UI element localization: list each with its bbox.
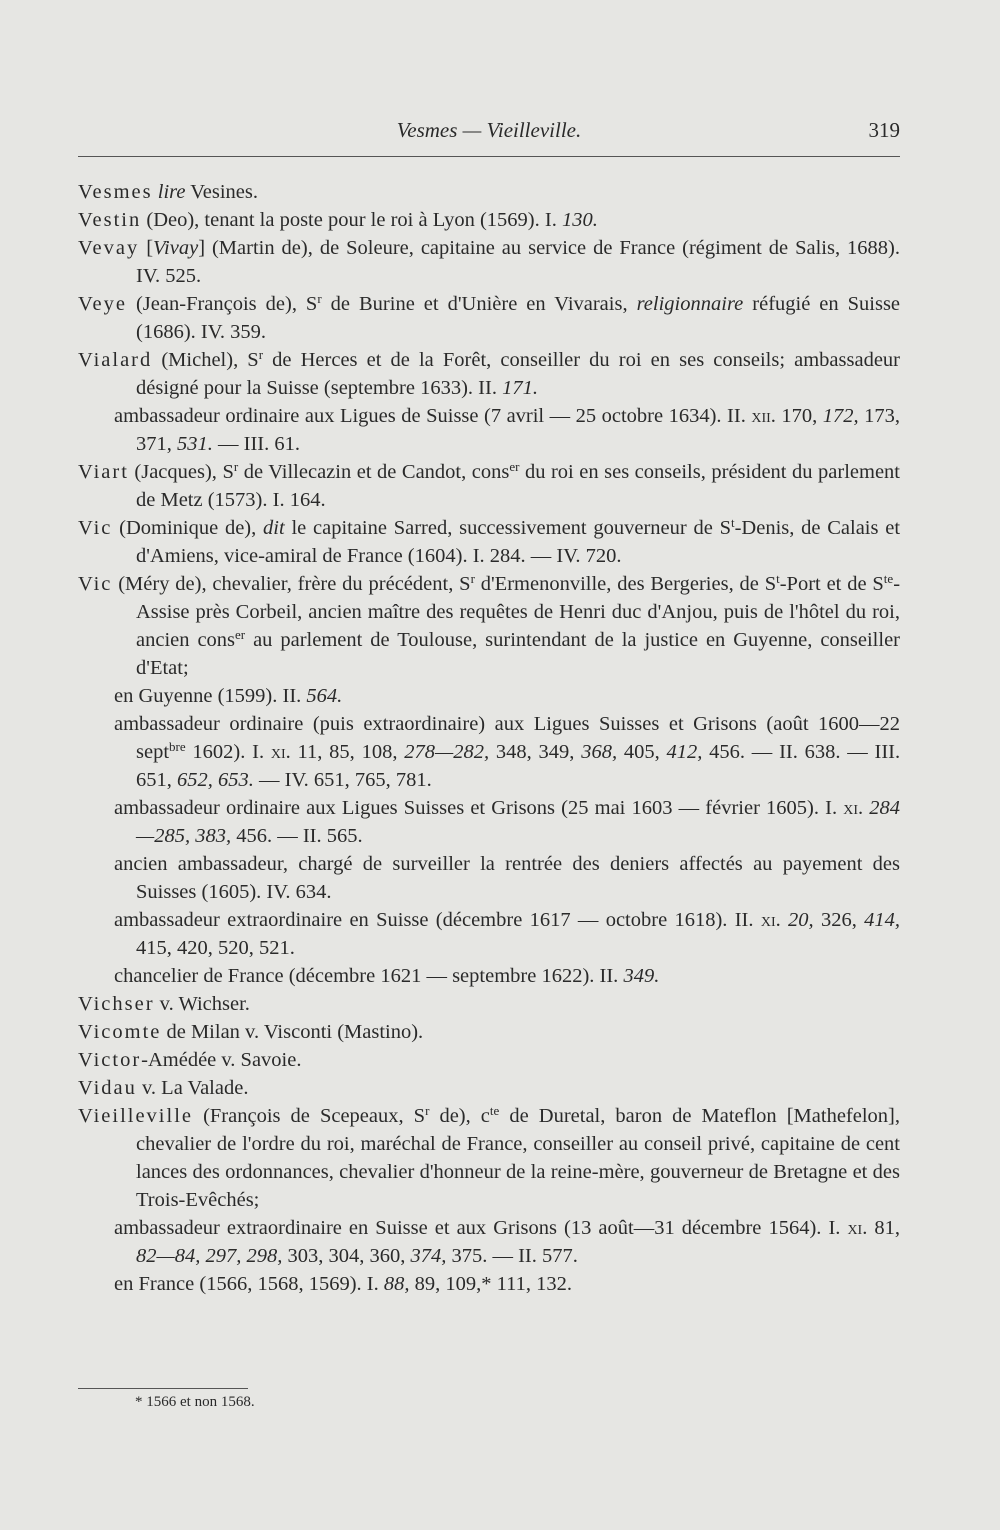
- entry-headword: Vieilleville: [78, 1105, 193, 1127]
- entry-headword: Vidau: [78, 1077, 137, 1099]
- entry-headword: Veye: [78, 293, 127, 315]
- index-subentry: ambassadeur ordinaire aux Ligues Suisses et Grisons (25 mai 1603 — février 1605). I. xi. 284—285, 383, 456. — II. 565.: [114, 797, 901, 847]
- index-entry: Vidau v. La Valade.: [78, 1077, 249, 1099]
- header-title: Vesmes — Vieilleville.: [396, 118, 582, 142]
- index-entry: Vic (Dominique de), dit le capitaine Sarred, successivement gouverneur de $S^t$-Denis, de Calais et d'Amiens, vice-amiral de France (1604). I. 284. — IV. 720.: [78, 515, 901, 567]
- footnote: * 1566 et non 1568.: [135, 1394, 255, 1410]
- entry-headword: Vic: [78, 573, 113, 595]
- index-entry: Vialard (Michel), $S^r$ de Herces et de la Forêt, conseiller du roi en ses conseils; ambassadeur désigné pour la Suisse (septembre 1633). II. 171.: [78, 347, 900, 399]
- index-entry: Vicomte de Milan v. Visconti (Mastino).: [78, 1021, 424, 1043]
- index-body: [78, 178, 900, 1298]
- running-header: [78, 118, 900, 148]
- entry-headword: Vestin: [78, 209, 142, 231]
- index-entry: Vesmes lire Vesines.: [78, 181, 259, 203]
- index-entry: Vieilleville (François de Scepeaux, $S^r$ de), $c^{te}$ de Duretal, baron de Mateflon [Mathefelon], chevalier de l'ordre du roi, maréchal de France, conseiller au conseil privé, capitaine de cent lances des ordonnances, chevalier d'honneur de la reine-mère, gouverneur de Bretagne et des Trois-Evêchés;: [78, 1103, 900, 1211]
- index-subentry: ambassadeur extraordinaire en Suisse (décembre 1617 — octobre 1618). II. xi. 20, 326, 414, 415, 420, 520, 521.: [114, 909, 901, 959]
- index-subentry: en France (1566, 1568, 1569). I. 88, 89, 109,* 111, 132.: [114, 1273, 572, 1295]
- index-subentry: ambassadeur extraordinaire en Suisse et aux Grisons (13 août—31 décembre 1564). I. xi. 81, 82—84, 297, 298, 303, 304, 360, 374, 375. — II. 577.: [114, 1217, 901, 1267]
- entry-headword: Vic: [78, 517, 113, 539]
- index-subentry: ambassadeur ordinaire (puis extraordinaire) aux Ligues Suisses et Grisons (août 1600—22 sept$^{bre}$ 1602). I. xi. 11, 85, 108, 278—282, 348, 349, 368, 405, 412, 456. — II. 638. — III. 651, 652, 653. — IV. 651, 765, 781.: [114, 713, 901, 791]
- entry-headword: Vicomte: [78, 1021, 162, 1043]
- page-number: 319: [868, 118, 900, 142]
- index-entry: Victor-Amédée v. Savoie.: [78, 1049, 302, 1071]
- index-entry: Veye (Jean-François de), $S^r$ de Burine et d'Unière en Vivarais, religionnaire réfugié en Suisse (1686). IV. 359.: [78, 291, 901, 343]
- index-subentry: ambassadeur ordinaire aux Ligues de Suisse (7 avril — 25 octobre 1634). II. xii. 170, 172, 173, 371, 531. — III. 61.: [114, 405, 901, 455]
- index-entry: Vestin (Deo), tenant la poste pour le roi à Lyon (1569). I. 130.: [78, 209, 598, 231]
- index-subentry: chancelier de France (décembre 1621 — septembre 1622). II. 349.: [114, 965, 660, 987]
- index-entry: Vevay [Vivay] (Martin de), de Soleure, capitaine au service de France (régiment de Salis, 1688). IV. 525.: [78, 237, 901, 287]
- entry-headword: Viart: [78, 461, 129, 483]
- index-subentry: en Guyenne (1599). II. 564.: [114, 685, 343, 707]
- index-entry: Vic (Méry de), chevalier, frère du précédent, $S^r$ d'Ermenonville, des Bergeries, de $S^t$-Port et de $S^{te}$-Assise près Corbeil, ancien maître des requêtes de Henri duc d'Anjou, puis de l'hôtel du roi, ancien cons$^{er}$ au parlement de Toulouse, surintendant de la justice en Guyenne, conseiller d'Etat;: [78, 571, 901, 679]
- entry-headword: Vesmes: [78, 181, 153, 203]
- index-subentry: ancien ambassadeur, chargé de surveiller la rentrée des deniers affectés au payement des Suisses (1605). IV. 634.: [114, 853, 900, 903]
- index-entry: Vichser v. Wichser.: [78, 993, 250, 1015]
- entry-headword: Vevay: [78, 237, 140, 259]
- entry-headword: Vialard: [78, 349, 153, 371]
- index-entry: Viart (Jacques), $S^r$ de Villecazin et de Candot, cons$^{er}$ du roi en ses conseils, président du parlement de Metz (1573). I. 164.: [78, 459, 900, 511]
- entry-headword: Vichser: [78, 993, 155, 1015]
- footnote-rule: [78, 1388, 248, 1389]
- entry-headword: Victor: [78, 1049, 142, 1071]
- header-rule: [78, 156, 900, 157]
